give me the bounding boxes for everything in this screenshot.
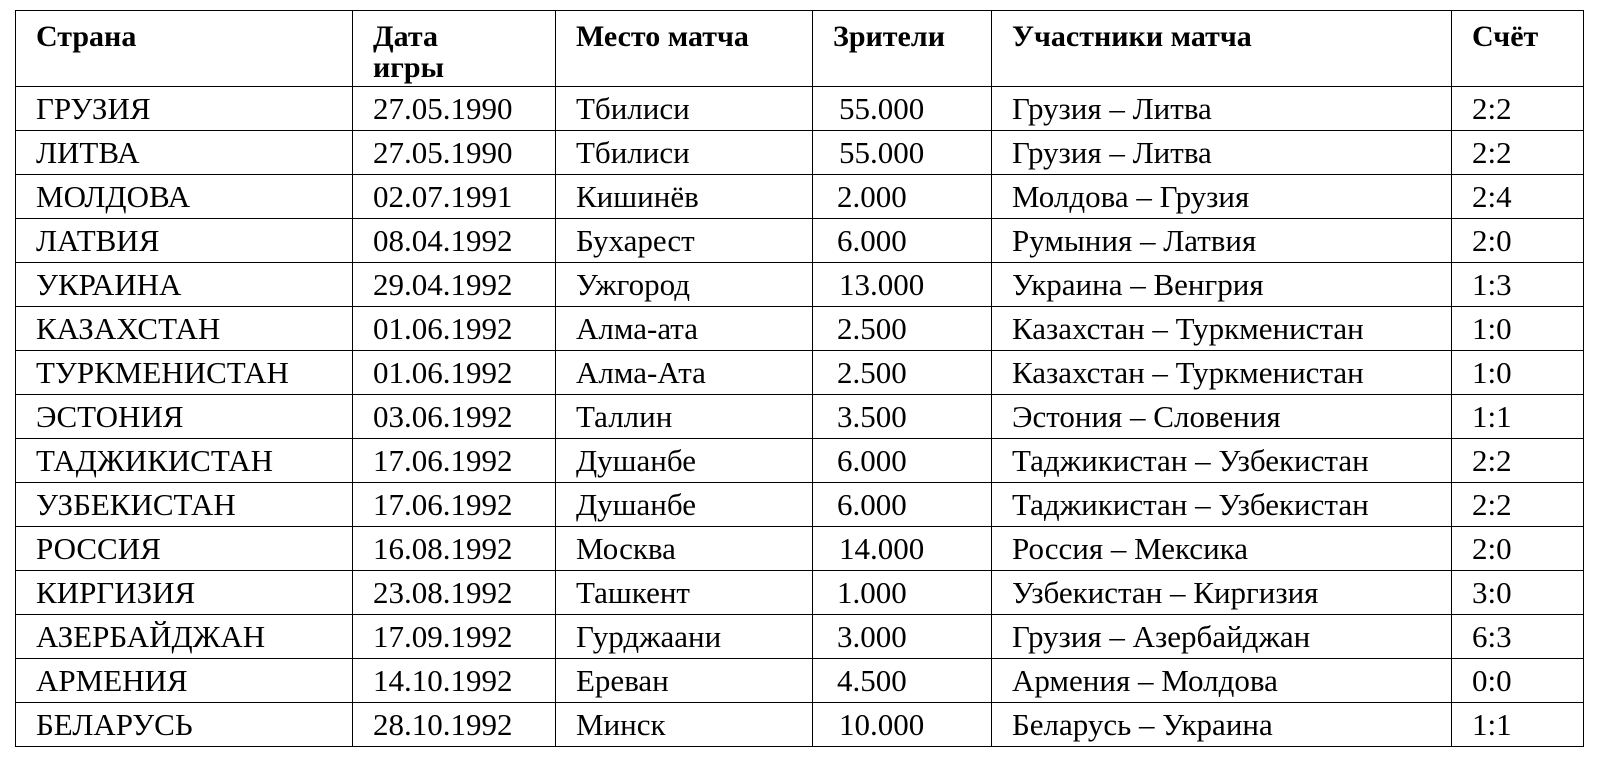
table-row	[16, 703, 1584, 747]
cell-date: 17.06.1992	[353, 483, 556, 527]
cell-country: АРМЕНИЯ	[16, 659, 353, 703]
cell-participants: Украина – Венгрия	[992, 263, 1452, 307]
cell-viewers: 6.000	[813, 219, 992, 263]
cell-score: 1:1	[1452, 703, 1584, 747]
cell-score: 2:4	[1452, 175, 1584, 219]
cell-score: 2:2	[1452, 131, 1584, 175]
cell-viewers: 4.500	[813, 659, 992, 703]
table-row	[16, 483, 1584, 527]
cell-country: УЗБЕКИСТАН	[16, 483, 353, 527]
cell-country: ЛАТВИЯ	[16, 219, 353, 263]
cell-place: Душанбе	[556, 483, 813, 527]
table-row	[16, 571, 1584, 615]
cell-viewers: 3.500	[813, 395, 992, 439]
cell-participants: Грузия – Литва	[992, 87, 1452, 131]
cell-score: 1:3	[1452, 263, 1584, 307]
cell-date: 17.09.1992	[353, 615, 556, 659]
table-row	[16, 219, 1584, 263]
table-row	[16, 87, 1584, 131]
cell-country: АЗЕРБАЙДЖАН	[16, 615, 353, 659]
cell-score: 2:2	[1452, 483, 1584, 527]
header-participants: Участники матча	[992, 11, 1452, 87]
header-date-line2: игры	[373, 51, 445, 84]
cell-place: Гурджаани	[556, 615, 813, 659]
cell-date: 03.06.1992	[353, 395, 556, 439]
cell-score: 2:2	[1452, 439, 1584, 483]
cell-country: ЭСТОНИЯ	[16, 395, 353, 439]
cell-date: 28.10.1992	[353, 703, 556, 747]
header-row	[16, 11, 1584, 87]
cell-score: 2:0	[1452, 219, 1584, 263]
cell-viewers: 3.000	[813, 615, 992, 659]
cell-date: 08.04.1992	[353, 219, 556, 263]
cell-score: 1:0	[1452, 351, 1584, 395]
cell-date: 14.10.1992	[353, 659, 556, 703]
cell-date: 01.06.1992	[353, 307, 556, 351]
cell-participants: Таджикистан – Узбекистан	[992, 483, 1452, 527]
cell-date: 29.04.1992	[353, 263, 556, 307]
cell-date: 02.07.1991	[353, 175, 556, 219]
table-row	[16, 307, 1584, 351]
cell-viewers: 55.000	[813, 131, 992, 175]
cell-viewers: 2.500	[813, 307, 992, 351]
cell-place: Таллин	[556, 395, 813, 439]
cell-country: КАЗАХСТАН	[16, 307, 353, 351]
cell-viewers: 6.000	[813, 483, 992, 527]
cell-participants: Грузия – Азербайджан	[992, 615, 1452, 659]
cell-country: УКРАИНА	[16, 263, 353, 307]
cell-country: КИРГИЗИЯ	[16, 571, 353, 615]
cell-participants: Казахстан – Туркменистан	[992, 351, 1452, 395]
cell-place: Ташкент	[556, 571, 813, 615]
header-place: Место матча	[556, 11, 813, 87]
table-row	[16, 395, 1584, 439]
table-row	[16, 615, 1584, 659]
cell-country: РОССИЯ	[16, 527, 353, 571]
table-row	[16, 351, 1584, 395]
cell-score: 1:1	[1452, 395, 1584, 439]
cell-place: Алма-ата	[556, 307, 813, 351]
cell-viewers: 13.000	[813, 263, 992, 307]
cell-viewers: 10.000	[813, 703, 992, 747]
cell-place: Алма-Ата	[556, 351, 813, 395]
table-body	[16, 87, 1584, 747]
cell-country: ТАДЖИКИСТАН	[16, 439, 353, 483]
cell-country: БЕЛАРУСЬ	[16, 703, 353, 747]
header-country: Страна	[16, 11, 353, 87]
cell-participants: Армения – Молдова	[992, 659, 1452, 703]
cell-score: 1:0	[1452, 307, 1584, 351]
table-row	[16, 175, 1584, 219]
cell-participants: Таджикистан – Узбекистан	[992, 439, 1452, 483]
cell-place: Тбилиси	[556, 87, 813, 131]
cell-date: 23.08.1992	[353, 571, 556, 615]
cell-country: ГРУЗИЯ	[16, 87, 353, 131]
table-header	[16, 11, 1584, 87]
cell-participants: Румыния – Латвия	[992, 219, 1452, 263]
cell-place: Бухарест	[556, 219, 813, 263]
cell-score: 2:2	[1452, 87, 1584, 131]
cell-place: Тбилиси	[556, 131, 813, 175]
table-row	[16, 131, 1584, 175]
cell-score: 2:0	[1452, 527, 1584, 571]
header-score: Счёт	[1452, 11, 1584, 87]
cell-country: ТУРКМЕНИСТАН	[16, 351, 353, 395]
header-date-line1: Дата	[373, 20, 438, 53]
cell-viewers: 2.500	[813, 351, 992, 395]
table-row	[16, 527, 1584, 571]
cell-country: ЛИТВА	[16, 131, 353, 175]
cell-viewers: 14.000	[813, 527, 992, 571]
cell-place: Кишинёв	[556, 175, 813, 219]
matches-table	[15, 10, 1584, 747]
table-row	[16, 263, 1584, 307]
cell-participants: Беларусь – Украина	[992, 703, 1452, 747]
cell-place: Душанбе	[556, 439, 813, 483]
cell-country: МОЛДОВА	[16, 175, 353, 219]
cell-place: Минск	[556, 703, 813, 747]
cell-score: 6:3	[1452, 615, 1584, 659]
cell-place: Москва	[556, 527, 813, 571]
cell-participants: Казахстан – Туркменистан	[992, 307, 1452, 351]
header-date	[353, 11, 556, 87]
cell-place: Ереван	[556, 659, 813, 703]
cell-score: 0:0	[1452, 659, 1584, 703]
table-row	[16, 659, 1584, 703]
header-viewers: Зрители	[813, 11, 992, 87]
table-row	[16, 439, 1584, 483]
cell-viewers: 2.000	[813, 175, 992, 219]
cell-viewers: 1.000	[813, 571, 992, 615]
cell-date: 27.05.1990	[353, 87, 556, 131]
cell-participants: Грузия – Литва	[992, 131, 1452, 175]
cell-viewers: 6.000	[813, 439, 992, 483]
cell-date: 17.06.1992	[353, 439, 556, 483]
cell-date: 27.05.1990	[353, 131, 556, 175]
cell-date: 16.08.1992	[353, 527, 556, 571]
cell-date: 01.06.1992	[353, 351, 556, 395]
cell-participants: Эстония – Словения	[992, 395, 1452, 439]
cell-participants: Молдова – Грузия	[992, 175, 1452, 219]
cell-participants: Узбекистан – Киргизия	[992, 571, 1452, 615]
cell-viewers: 55.000	[813, 87, 992, 131]
cell-score: 3:0	[1452, 571, 1584, 615]
cell-participants: Россия – Мексика	[992, 527, 1452, 571]
cell-place: Ужгород	[556, 263, 813, 307]
